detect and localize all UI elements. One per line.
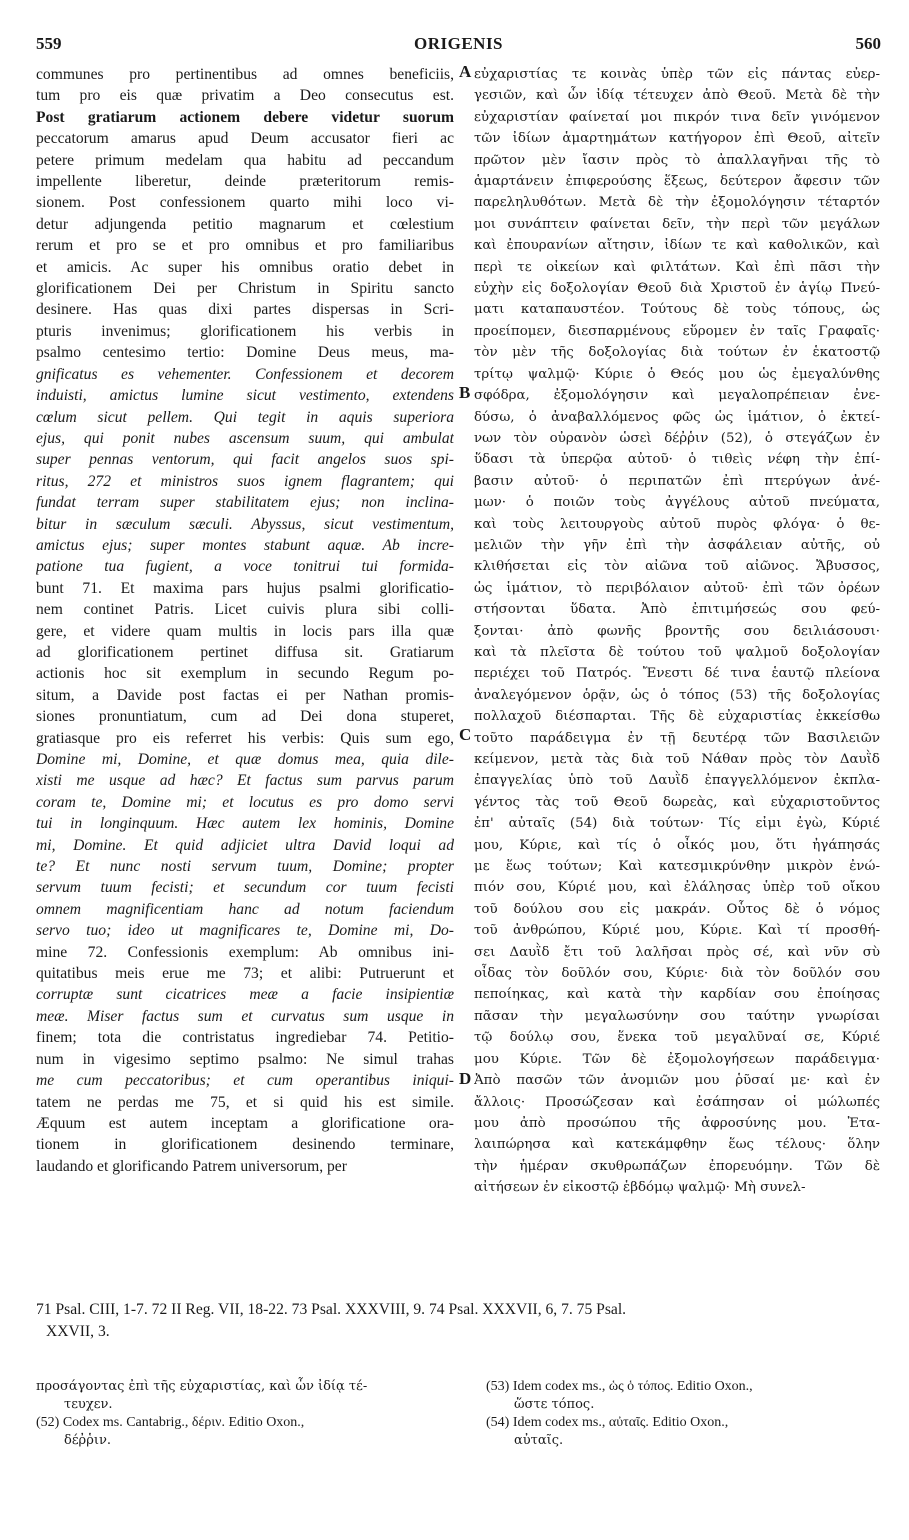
latin-line: ejus, qui ponit nubes ascensum suum, qui ambulat xyxy=(36,429,454,447)
greek-line: μου Κύριε. Τῶν δὲ ἐξομολογήσεων παράδειγμα· xyxy=(474,1051,880,1067)
margin-marker-b: B xyxy=(459,383,471,402)
scripture-footnotes xyxy=(36,1299,880,1343)
page-number-left: 559 xyxy=(36,34,62,53)
greek-line: οἶδας τὸν δοῦλόν σου, Κύριε· διὰ τὸν δοῦλόν σου xyxy=(474,966,880,982)
bottom-right-line: (53) Idem codex ms., ὡς ὁ τόπος. Editio Oxon., xyxy=(486,1379,753,1394)
latin-line: xisti me usque ad hæc? Et factus sum parvus parum xyxy=(36,772,454,790)
latin-line: finem; tota die contristatus ingrediebar 74. Petitio- xyxy=(36,1029,454,1047)
greek-line: εὐχὴν εἰς δοξολογίαν Θεοῦ διὰ Χριστοῦ ἐν ἁγίῳ Πνεύ- xyxy=(474,281,880,297)
latin-line: gratiasque pro eis referret his verbis: Quis sum ego, xyxy=(36,729,454,747)
latin-line: cœlum sicut pellem. Qui tegit in aquis superiora xyxy=(36,408,454,426)
greek-line: τὸν μὲν τῆς δοξολογίας διὰ τούτων ἐν ἑκατοστῷ xyxy=(474,345,880,361)
latin-line: fundat terram super stabilitatem ejus; non inclina- xyxy=(36,494,454,512)
latin-line: servo tuo; ideo ut magnificares te, Domine mi, Do- xyxy=(36,922,454,940)
greek-line: ἀναλεγόμενον ὁρᾷν, ὡς ὁ τόπος (53) τῆς δοξολογίας xyxy=(474,687,880,703)
greek-line: τῷ δούλῳ σου, ἕνεκα τοῦ μεγαλῦναί σε, Κύριέ xyxy=(474,1030,880,1046)
latin-line: induisti, amictus lumine sicut vestimento, extendens xyxy=(36,387,454,405)
greek-line: ὕδασι τὰ ὑπερῷα αὐτοῦ· ὁ τιθεὶς νέφη τὴν ἐπί- xyxy=(474,452,880,468)
greek-line: μοι συνάπτειν φαίνεται δεῖν, τὴν περὶ τῶν μεγάλων xyxy=(474,216,880,232)
bottom-right-line: ὥστε τόπος. xyxy=(514,1397,595,1412)
greek-line: κείμενον, μετὰ τὰς διὰ τοῦ Νάθαν πρὸς τὸν Δαυῒδ xyxy=(474,752,880,767)
greek-line: μου ἀπὸ προσώπου τῆς ἀφροσύνης μου. Ἐτα- xyxy=(474,1115,880,1131)
greek-line: πρῶτον μὲν ἴασιν πρὸς τὸ ἀπαλλαγῆναι τῆς τὸ xyxy=(474,152,880,168)
greek-line: με ἕως τούτων; Καὶ κατεσμικρύνθην μικρὸν ἐνώ- xyxy=(474,859,880,875)
latin-line: nem continet Patris. Licet cuivis plura sibi colli- xyxy=(36,601,454,619)
greek-line: σφόδρα, ἐξομολόγησιν καὶ μεγαλοπρέπειαν ἐνε- xyxy=(474,388,880,404)
latin-line: bitur in sæculum sæculi. Abyssus, sicut vestimentum, xyxy=(36,515,454,533)
greek-line: σει Δαυῒδ ἔτι τοῦ λαλῆσαι πρὸς σέ, καὶ νῦν σὺ xyxy=(474,944,880,960)
greek-line: βασιν αὐτοῦ· ὁ περιπατῶν ἐπὶ πτερύγων ἀνέ- xyxy=(474,473,880,489)
greek-line: εὐχαριστίας τε κοινὰς ὑπὲρ τῶν εἰς πάντας εὐερ- xyxy=(474,67,880,82)
greek-line: μου, Κύριε, καὶ τίς ὁ οἶκός μου, ὅτι ἠγάπησάς xyxy=(474,837,880,853)
greek-line: τοῦ ἀνθρώπου, Κύριέ μου, Κύριε. Καὶ τί προσθή- xyxy=(474,923,880,939)
greek-line: περὶ τε οἰκείων καὶ φιλτάτων. Καὶ ἐπὶ πᾶσι τὴν xyxy=(474,259,880,275)
latin-line: tionem in glorificationem desinendo terminare, xyxy=(36,1136,454,1154)
latin-line: situm, a Davide post factas ei per Nathan promis- xyxy=(36,686,454,704)
latin-line: desinere. Has quas dixi partes dispersas in Scri- xyxy=(36,301,454,319)
greek-line: καὶ ἐπουρανίων αἴτησιν, ἰδίων τε καὶ καθολικῶν, καὶ xyxy=(474,238,880,254)
latin-line: communes pro pertinentibus ad omnes beneficiis, xyxy=(36,66,454,83)
latin-line: corruptæ sunt cicatrices meæ a facie insipientiæ xyxy=(36,986,454,1004)
latin-line: pturis invenimus; glorificationem his verbis in xyxy=(36,322,454,340)
latin-line: Post gratiarum actionem debere videtur suorum xyxy=(36,108,454,126)
latin-line: ritus, 272 et ministros suos ignem flagrantem; qui xyxy=(36,472,454,490)
greek-line: λαιπώρησα καὶ κατεκάμφθην ἕως τέλους· ὅλην xyxy=(474,1137,880,1153)
latin-line: bunt 71. Et maxima pars hujus psalmi glorificatio- xyxy=(36,579,454,597)
greek-line: δύσω, ὁ ἀναβαλλόμενος φῶς ὡς ἱμάτιον, ὁ ἐκτεί- xyxy=(474,409,880,425)
latin-line: me cum peccatoribus; et cum operantibus iniqui- xyxy=(36,1072,454,1090)
latin-line: siones pronuntiatum, cum ad Dei dona stuperet, xyxy=(36,708,454,726)
bottom-notes-right xyxy=(486,1378,880,1450)
latin-line: gnificatus es vehementer. Confessionem et decorem xyxy=(36,365,454,383)
latin-line: tatem ne perdas me 75, et si quid his est simile. xyxy=(36,1093,454,1111)
greek-line: ἄλλοις· Προσώζεσαν καὶ ἐσάπησαν οἱ μώλωπές xyxy=(474,1094,880,1110)
latin-line: psalmo centesimo tertio: Domine Deus meus, ma- xyxy=(36,344,454,362)
latin-line: glorificationem Dei per Christum in Spiritu sancto xyxy=(36,280,454,298)
bottom-right-line: (54) Idem codex ms., αὐταῖς. Editio Oxon., xyxy=(486,1415,729,1430)
latin-line: peccatorum amarus apud Deum accusator fieri ac xyxy=(36,130,454,148)
latin-line: mi, Domine. Et quid adjiciet ultra David loqui ad xyxy=(36,836,454,854)
page-header xyxy=(36,34,881,60)
greek-line: ἐπ' αὐταῖς (54) διὰ τούτων· Τίς εἰμι ἐγὼ, Κύριέ xyxy=(474,816,880,832)
greek-line: παρεληλυθότων. Μετὰ δὲ τὴν ἐξομολόγησιν τέταρτόν xyxy=(474,195,880,211)
bottom-left-line: προσάγοντας ἐπὶ τῆς εὐχαριστίας, καὶ ὧν ἰδίᾳ τέ- xyxy=(36,1379,368,1394)
greek-line: νων τὸν οὐρανὸν ὡσεὶ δέῤῥιν (52), ὁ στεγάζων ἐν xyxy=(474,430,880,446)
greek-line: γεσιῶν, καὶ ὧν ἰδίᾳ τέτευχεν ἀπὸ Θεοῦ. Μετὰ δὲ τὴν xyxy=(474,88,880,104)
latin-line: meæ. Miser factus sum et curvatus sum usque in xyxy=(36,1007,454,1025)
latin-line: actionis hoc sit exemplum in secundo Regum po- xyxy=(36,665,454,683)
latin-line: Æquum est autem inceptam a glorificatione ora- xyxy=(36,1114,454,1132)
greek-line: Ἀπὸ πασῶν τῶν ἀνομιῶν μου ῥῦσαί με· καὶ ἐν xyxy=(474,1073,880,1089)
latin-line: mine 72. Confessionis exemplum: Ab omnibus ini- xyxy=(36,943,454,961)
latin-line: ad glorificationem pertinet diffusa sit. Gratiarum xyxy=(36,643,454,661)
latin-line: coram te, Domine mi; et locutus es pro domo servi xyxy=(36,793,454,811)
footnote-line-2: XXVII, 3. xyxy=(46,1323,110,1340)
latin-line: et amicis. Ac super his omnibus oratio debet in xyxy=(36,258,454,276)
latin-line: impellente liberetur, deinde præteritorum remis- xyxy=(36,173,454,191)
greek-line: μων· ὁ ποιῶν τοὺς ἀγγέλους αὐτοῦ πνεύματα, xyxy=(474,495,880,511)
footnote-line-1: 71 Psal. CIII, 1-7. 72 II Reg. VII, 18-22. 73 Psal. XXXVIII, 9. 74 Psal. XXXVII, 6, 7. 75 Psal. xyxy=(36,1301,627,1318)
latin-line: te? Et nunc nosti servum tuum, Domine; propter xyxy=(36,858,454,876)
margin-marker-d: D xyxy=(459,1069,472,1088)
greek-line: πολλαχοῦ διέσπαρται. Τῆς δὲ εὐχαριστίας ἐκκείσθω xyxy=(474,709,880,725)
latin-line: detur adjungenda petitio magnarum et cœlestium xyxy=(36,215,454,233)
greek-line: εὐχαριστίαν φαίνεταί μοι πικρόν τινα δεῖν γινόμενον xyxy=(474,109,880,125)
latin-line: tum pro eis quæ privatim a Deo consecutus est. xyxy=(36,87,454,105)
latin-line: patione tua fugient, a voce tonitrui tui formida- xyxy=(36,558,454,576)
bottom-right-line: αὐταῖς. xyxy=(514,1433,564,1448)
greek-line: πιόν σου, Κύριέ μου, καὶ ἐλάλησας ὑπὲρ τοῦ οἴκου xyxy=(474,880,880,896)
latin-line: laudando et glorificando Patrem universorum, per xyxy=(36,1157,347,1175)
latin-line: rerum et pro se et pro omnibus et pro familiaribus xyxy=(36,237,454,255)
margin-marker-a: A xyxy=(459,62,472,81)
greek-line: τῶν ἰδίων ἁμαρτημάτων κατήγορον ἐπὶ Θεοῦ, αἰτεῖν xyxy=(474,131,880,147)
bottom-notes-left xyxy=(36,1378,456,1450)
greek-line: τρίτῳ ψαλμῷ· Κύριε ὁ Θεός μου ὡς ἐμεγαλύνθης xyxy=(474,366,880,382)
latin-line: gere, et videre quam multis in locis pars illa quæ xyxy=(36,622,454,640)
latin-line: num in vigesimo septimo psalmo: Ne simul trahas xyxy=(36,1050,454,1068)
latin-line: Domine mi, Domine, et quæ domus mea, quia dile- xyxy=(36,751,454,768)
greek-line: τοῦ δούλου σου εἰς μακράν. Οὗτος δὲ ὁ νόμος xyxy=(474,901,880,917)
greek-line: αἰτήσεων ἐν εἰκοστῷ ἑβδόμῳ ψαλμῷ· Μὴ συνελ- xyxy=(474,1180,806,1196)
latin-line: tui in longinquum. Hæc autem lex hominis, Domine xyxy=(36,815,454,833)
latin-line: petere primum medelam qua habitu ad peccandum xyxy=(36,151,454,169)
greek-line: τὴν ἡμέραν σκυθρωπάζων ἐπορευόμην. Τῶν δὲ xyxy=(474,1158,880,1174)
greek-column xyxy=(474,64,880,1199)
greek-line: πεποίηκας, καὶ κατὰ τὴν καρδίαν σου ἐποίησας xyxy=(474,987,880,1003)
bottom-left-line: τευχεν. xyxy=(64,1397,113,1412)
latin-line: quitatibus meis erue me 73; et alibi: Putruerunt et xyxy=(36,965,454,983)
greek-line: γέντος τὰς τοῦ Θεοῦ δωρεὰς, καὶ εὐχαριστοῦντος xyxy=(474,794,880,810)
greek-line: περιέχει τοῦ Πατρός. Ἔνεστι δέ τινα ἑαυτῷ πλείονα xyxy=(474,666,880,682)
greek-line: ματι καταπαυστέον. Τούτους δὲ τοὺς τόπους, ὡς xyxy=(474,302,880,318)
greek-line: στήσονται ὕδατα. Ἀπὸ ἐπιτιμήσεώς σου φεύ- xyxy=(474,602,880,618)
greek-line: τοῦτο παράδειγμα ἐν τῇ δευτέρᾳ τῶν Βασιλειῶν xyxy=(474,730,880,746)
greek-line: ἐπαγγελίας ὑπὸ τοῦ Δαυῒδ ἐπαγγελλόμενον ἐκπλα- xyxy=(474,773,880,789)
greek-line: ὡς ἱμάτιον, τὸ περιβόλαιον αὐτοῦ· ἐπὶ τῶν ὀρέων xyxy=(474,580,880,596)
greek-line: καὶ τὰ πλεῖστα δὲ τούτου τοῦ ψαλμοῦ δοξολογίαν xyxy=(474,644,880,660)
latin-column xyxy=(36,64,454,1177)
greek-line: ἁμαρτάνειν ἐπιφερούσης ἕξεως, δεύτερον ἄφεσιν τῶν xyxy=(474,174,880,190)
greek-line: κλιθήσεται εἰς τὸν αἰῶνα τοῦ αἰῶνος. Ἄβυσσος, xyxy=(474,559,880,575)
latin-line: servum tuum fecisti; et secundum cor tuum fecisti xyxy=(36,879,454,897)
latin-line: omnem magnificentiam hanc ad notum faciendum xyxy=(36,900,454,918)
running-title: ORIGENIS xyxy=(413,34,504,53)
margin-marker-c: C xyxy=(459,725,472,744)
bottom-left-line: (52) Codex ms. Cantabrig., δέριν. Editio Oxon., xyxy=(36,1415,305,1430)
greek-line: ξονται· ἀπὸ φωνῆς βροντῆς σου δειλιάσουσι· xyxy=(474,623,880,639)
greek-line: καὶ τοὺς λειτουργοὺς αὐτοῦ πυρὸς φλόγα· ὁ θε- xyxy=(474,516,880,532)
latin-line: super pennas ventorum, qui facit angelos suos spi- xyxy=(36,451,454,469)
bottom-left-line: δέῤῥιν. xyxy=(64,1433,111,1448)
greek-line: πᾶσαν τὴν μεγαλωσύνην σου ταύτην γνωρίσαι xyxy=(474,1008,880,1024)
latin-line: sionem. Post confessionem quarto mihi loco vi- xyxy=(36,194,454,212)
greek-line: μελιῶν τὴν γῆν ἐπὶ τὴν ἀσφάλειαν αὐτῆς, οὐ xyxy=(474,537,880,553)
page-number-right: 560 xyxy=(855,34,881,53)
greek-line: προείπομεν, διεσπαρμένους εὕρομεν ἐν ταῖς Γραφαῖς· xyxy=(474,323,880,339)
latin-line: amictus ejus; super montes stabunt aquæ. Ab incre- xyxy=(36,536,454,554)
